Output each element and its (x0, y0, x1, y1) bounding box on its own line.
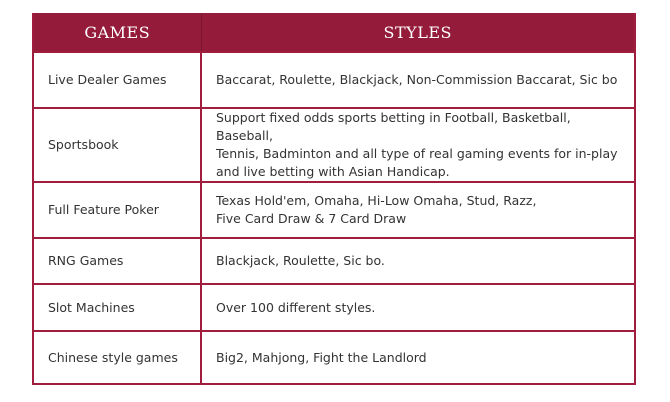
table-row (34, 331, 634, 384)
table-row (34, 108, 634, 182)
styles-cell (201, 52, 634, 108)
styles-line: Five Card Draw & 7 Card Draw (216, 211, 407, 226)
game-name: Chinese style games (34, 331, 201, 384)
styles-cell (201, 108, 634, 182)
styles-line: and live betting with Asian Handicap. (216, 164, 450, 179)
game-name: Live Dealer Games (34, 52, 201, 108)
styles-cell (201, 182, 634, 238)
styles-line: Big2, Mahjong, Fight the Landlord (216, 350, 427, 365)
games-styles-table (32, 13, 636, 385)
styles-line: Baccarat, Roulette, Blackjack, Non-Commission Baccarat, Sic bo (216, 72, 618, 87)
styles-column-header: STYLES (201, 13, 634, 52)
table-row (34, 52, 634, 108)
table-header-row (34, 13, 634, 52)
styles-cell (201, 331, 634, 384)
game-name: Full Feature Poker (34, 182, 201, 238)
game-name: RNG Games (34, 238, 201, 284)
games-column-header: GAMES (34, 13, 201, 52)
styles-cell (201, 284, 634, 331)
styles-line: Blackjack, Roulette, Sic bo. (216, 253, 385, 268)
styles-line: Support fixed odds sports betting in Football, Basketball, Baseball, (216, 110, 571, 143)
game-name: Slot Machines (34, 284, 201, 331)
styles-cell (201, 238, 634, 284)
game-name: Sportsbook (34, 108, 201, 182)
styles-line: Tennis, Badminton and all type of real gaming events for in-play (216, 146, 618, 161)
table-row (34, 238, 634, 284)
styles-line: Over 100 different styles. (216, 299, 376, 315)
styles-line: Texas Hold'em, Omaha, Hi-Low Omaha, Stud, Razz, (216, 193, 537, 208)
table-row (34, 284, 634, 331)
table-row (34, 182, 634, 238)
